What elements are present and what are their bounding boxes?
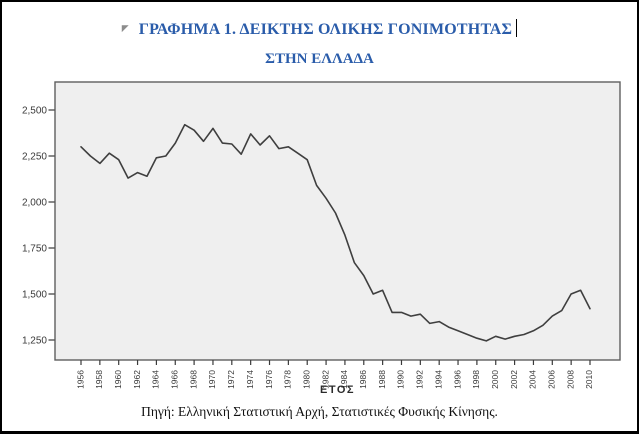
x-tick-label: 1980 — [301, 370, 312, 389]
y-tick-label: 1,500 — [21, 289, 47, 301]
x-tick-label: 1992 — [414, 370, 425, 389]
x-tick-label: 2006 — [546, 370, 557, 389]
x-tick-label: 1978 — [282, 370, 293, 389]
y-tick-label: 2,500 — [21, 105, 47, 117]
plot-area — [55, 82, 620, 360]
x-tick-label: 1956 — [75, 370, 86, 389]
x-tick-label: 1994 — [433, 370, 444, 389]
x-tick-label: 1988 — [376, 370, 387, 389]
x-tick-label: 1972 — [226, 370, 237, 389]
x-tick-label: 1960 — [112, 370, 123, 389]
chart-title-line1 — [2, 19, 637, 39]
heading-collapse-icon[interactable]: ◤ — [121, 24, 129, 34]
x-tick-label: 1964 — [150, 370, 161, 389]
x-tick-label: 1976 — [263, 370, 274, 389]
x-tick-label: 1968 — [188, 370, 199, 389]
x-tick-label: 1984 — [339, 370, 350, 389]
x-tick-label: 1958 — [94, 370, 105, 389]
x-tick-label: 2000 — [489, 370, 500, 389]
page-subtitle: ΣΤΗΝ ΕΛΛΑΔΑ — [265, 51, 374, 67]
x-tick-label: 1974 — [244, 370, 255, 389]
chart-title-line2 — [2, 51, 637, 68]
x-tick-label: 1998 — [471, 370, 482, 389]
text-cursor — [516, 19, 517, 37]
x-tick-label: 1986 — [358, 370, 369, 389]
y-tick-label: 2,250 — [21, 151, 47, 163]
x-tick-label: 1996 — [452, 370, 463, 389]
x-tick-label: 1970 — [207, 370, 218, 389]
x-tick-label: 1962 — [131, 370, 142, 389]
x-tick-label: 2010 — [584, 370, 595, 389]
y-tick-label: 2,000 — [21, 197, 47, 209]
x-tick-label: 1966 — [169, 370, 180, 389]
x-tick-label: 1990 — [395, 370, 406, 389]
page-title: ΓΡΑΦΗΜΑ 1. ΔΕΙΚΤΗΣ ΟΛΙΚΗΣ ΓΟΝΙΜΟΤΗΤΑΣ — [138, 21, 513, 38]
x-tick-label: 2002 — [508, 370, 519, 389]
x-tick-label: 2004 — [527, 370, 538, 389]
y-tick-label: 1,750 — [21, 243, 47, 255]
y-tick-label: 1,250 — [21, 335, 47, 347]
source-note: Πηγή: Ελληνική Στατιστική Αρχή, Στατιστικές Φυσικής Κίνησης. — [141, 404, 498, 419]
x-tick-label: 2008 — [565, 370, 576, 389]
x-axis-title: ΕΤΟΣ — [319, 384, 355, 396]
x-tick-label: 1982 — [320, 370, 331, 389]
fertility-line-chart — [2, 80, 639, 402]
